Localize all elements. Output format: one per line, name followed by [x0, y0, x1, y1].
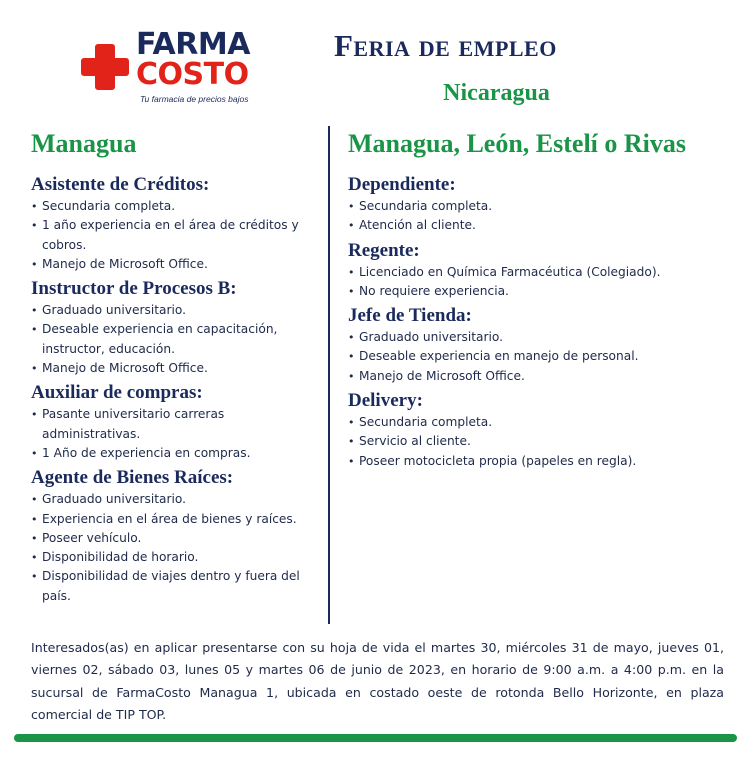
requirement-item: • Servicio al cliente.: [348, 432, 738, 451]
region-heading-left: Managua: [31, 129, 137, 158]
application-instructions: Interesados(as) en aplicar presentarse con su hoja de vida el martes 30, miércoles 31 de mayo, jueves 01, viernes 02, sábado 03, lunes 05 y martes 06 de junio de 2023, en horario de 9:00 a.m. a 4:00 p.m. en la sucursal de FarmaCosto Managua 1, ubicada en costado oeste de rotonda Bello Horizonte, en plaza comercial de TIP TOP.: [31, 640, 724, 722]
requirement-item: • Pasante universitario carreras administrativas.: [31, 405, 321, 444]
requirement-item: • 1 Año de experiencia en compras.: [31, 444, 321, 463]
requirement-item: • Graduado universitario.: [31, 301, 321, 320]
job-title: Asistente de Créditos:: [31, 174, 210, 195]
job-title: Jefe de Tienda:: [348, 305, 472, 327]
red-cross-icon: [80, 42, 130, 92]
job-delivery: [348, 390, 738, 471]
requirement-item: • Atención al cliente.: [348, 216, 738, 235]
bottom-accent-bar: [14, 734, 737, 742]
requirement-item: • Deseable experiencia en capacitación, instructor, educación.: [31, 320, 321, 359]
requirement-item: • Secundaria completa.: [348, 413, 738, 432]
requirement-item: • Poseer motocicleta propia (papeles en regla).: [348, 452, 738, 471]
requirement-item: • Graduado universitario.: [348, 328, 738, 347]
farmacosto-logo: [80, 27, 260, 110]
requirement-item: • Manejo de Microsoft Office.: [31, 359, 321, 378]
job-requirements: [348, 197, 738, 236]
logo-tagline: Tu farmacia de precios bajos: [140, 94, 249, 104]
job-title: Instructor de Procesos B:: [31, 278, 237, 300]
job-dependiente: [348, 174, 738, 236]
job-requirements: [348, 263, 738, 302]
left-column: [31, 128, 321, 610]
logo-text-costo: COSTO: [136, 57, 249, 92]
job-requirements: [31, 197, 321, 274]
job-requirements: [31, 490, 321, 606]
job-requirements: [348, 413, 738, 471]
requirement-item: • Disponibilidad de viajes dentro y fuera del país.: [31, 567, 321, 606]
job-jefe-tienda: [348, 305, 738, 386]
job-agente-bienes-raices: [31, 467, 321, 606]
job-title: Dependiente:: [348, 174, 456, 195]
job-regente: [348, 240, 738, 302]
job-instructor-procesos: [31, 278, 321, 378]
page-subtitle: Nicaragua: [443, 80, 550, 106]
requirement-item: • 1 año experiencia en el área de créditos y cobros.: [31, 216, 321, 255]
job-requirements: [31, 405, 321, 463]
job-title: Agente de Bienes Raíces:: [31, 467, 234, 489]
requirement-item: • Manejo de Microsoft Office.: [31, 255, 321, 274]
job-auxiliar-compras: [31, 382, 321, 463]
region-heading-right: Managua, León, Estelí o Rivas: [348, 129, 687, 158]
requirement-item: • Manejo de Microsoft Office.: [348, 367, 738, 386]
requirement-item: • Licenciado en Química Farmacéutica (Colegiado).: [348, 263, 738, 282]
requirement-item: • Poseer vehículo.: [31, 529, 321, 548]
requirement-item: • Experiencia en el área de bienes y raíces.: [31, 510, 321, 529]
job-requirements: [348, 328, 738, 386]
column-divider: [328, 126, 330, 624]
job-title: Auxiliar de compras:: [31, 382, 203, 404]
logo-text-farma: FARMA: [136, 27, 250, 62]
requirement-item: • Disponibilidad de horario.: [31, 548, 321, 567]
job-requirements: [31, 301, 321, 378]
right-column: [348, 128, 738, 475]
job-title: Regente:: [348, 239, 420, 261]
requirement-item: • No requiere experiencia.: [348, 282, 738, 301]
job-asistente-creditos: [31, 174, 321, 274]
requirement-item: • Deseable experiencia en manejo de personal.: [348, 347, 738, 366]
job-title: Delivery:: [348, 390, 423, 412]
page-title: Feria de empleo: [334, 28, 557, 63]
requirement-item: • Secundaria completa.: [348, 197, 738, 216]
requirement-item: • Graduado universitario.: [31, 490, 321, 509]
requirement-item: • Secundaria completa.: [31, 197, 321, 216]
